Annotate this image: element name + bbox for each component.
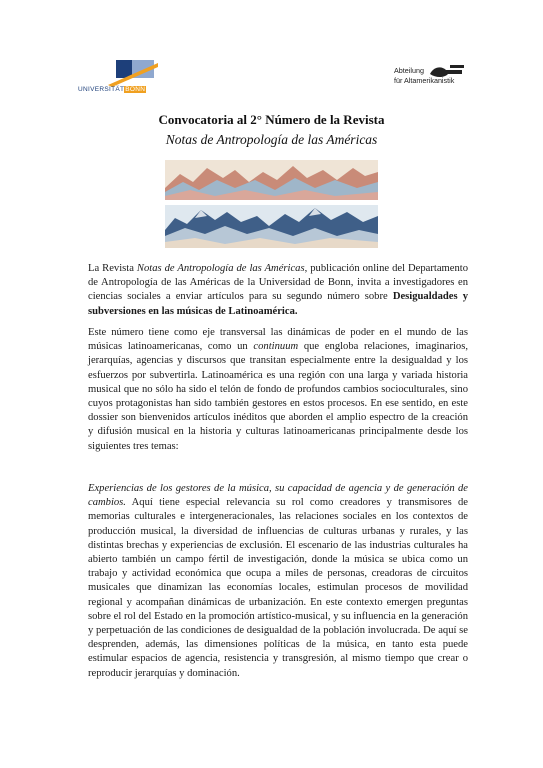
- paragraph-topic-1: Experiencias de los gestores de la música, su capacidad de agencia y de generación de cambios. Aquí tiene especial relevancia su rol como creadores y transmisores de memorias culturales e intergeneracionales, las relaciones sociales en los contextos de producción musical, la diversidad de influencias de culturas urbanas y rurales, y las distintas brechas y experiencias de exclusión. El escenario de las industrias culturales ha abierto también un campo fértil de investigación, donde la música se ubica como un trabajo y actividad económica que ocupa a miles de personas, creadoras de circuitos musicales que dinamizan las economías locales, estimulan procesos de movilidad regional y acompañan dinámicas de urbanización. En este contexto emergen preguntas sobre el rol del Estado en la promoción artístico-musical, y su influencia en la generación y perpetuación de las condiciones de desigualdad de la población involucrada. De aquí se desprenden, además, las dimensiones políticas de la música, en tanto esta puede estimular espacios de agencia, resistencia y transgresión, al mismo tiempo que crear o reproducir jerarquías y dominación.: [88, 483, 468, 679]
- paragraph-intro: La Revista Notas de Antropología de las Américas, publicación online del Departamento de Antropología de las Américas de la Universidad de Bonn, invita a investigadores en ciencias sociales a enviar artículos para su segundo número sobre Desigualdades y subversiones en las músicas de Latinoamérica.: [88, 263, 469, 317]
- logo-wordmark: UNIVERSITÄTBONN: [78, 86, 146, 93]
- mountain-painting-banner: [165, 160, 378, 248]
- altamerikanistik-logo: [392, 66, 474, 96]
- logo-line1: Abteilung: [394, 66, 424, 75]
- university-bonn-logo: [78, 60, 158, 102]
- call-title: Convocatoria al 2° Número de la Revista: [158, 112, 385, 127]
- logo-diagonal-mark: [108, 63, 158, 87]
- journal-title: Notas de Antropología de las Américas: [165, 132, 378, 147]
- logo-line2: für Altamerikanistik: [394, 76, 455, 85]
- paragraph-theme: Este número tiene como eje transversal las dinámicas de poder en el mundo de las músicas latinoamericanas, como un continuum que engloba relaciones, imaginarios, jerarquías, agencias y discursos que transitan especialmente entre la desigualdad y los esfuerzos por subvertirla. Latinoamérica es una región con una larga y variada historia musical que no sólo ha sido el telón de fondo de profundos cambios socioculturales, sino cuyos protagonistas han sido también gestores en estos procesos. En ese sentido, en este dossier son bienvenidos artículos inéditos que aborden el amplio espectro de la creación y difusión musical en la historia y culturas latinoamericanas principalmente desde los siguientes tres temas:: [88, 327, 468, 452]
